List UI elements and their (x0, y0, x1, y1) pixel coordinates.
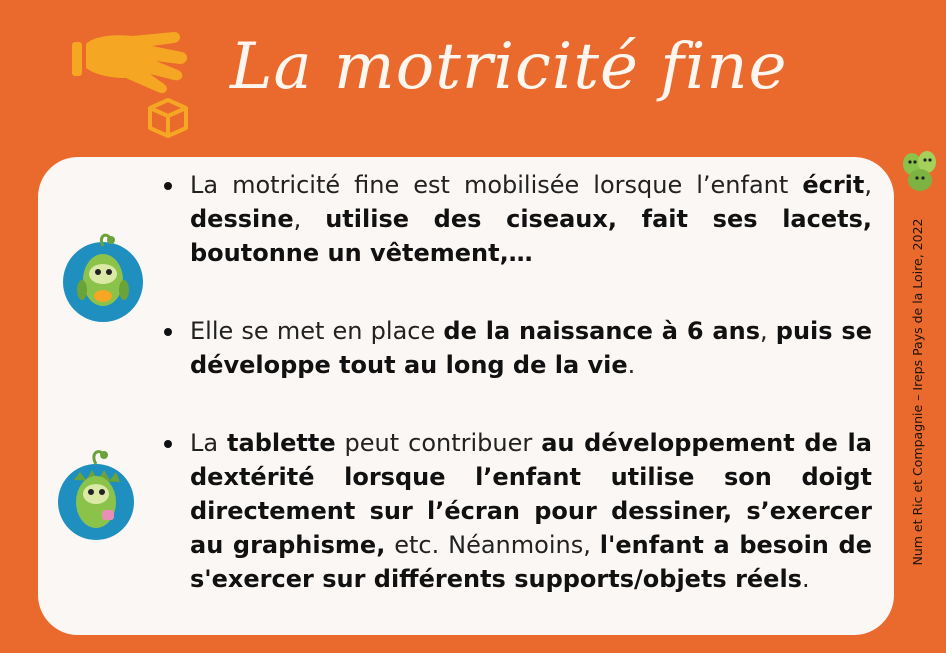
bold-text: utilise des ciseaux, fait ses lacets, boutonne un vêtement,… (190, 205, 872, 267)
regular-text: , (293, 205, 326, 233)
bold-text: écrit (802, 171, 865, 199)
regular-text: . (801, 565, 810, 593)
bold-text: puis se développe tout au long de la vie (190, 317, 872, 379)
bold-text: l'enfant a besoin de s'exercer sur différents supports/objets réels (190, 531, 872, 593)
regular-text: La motricité fine est mobilisée lorsque l’enfant (190, 171, 803, 199)
bullet-text (190, 429, 872, 593)
regular-text: , (864, 171, 872, 199)
regular-text: , (760, 317, 776, 345)
mascot-group-logo (900, 150, 940, 192)
regular-text: La (190, 429, 228, 457)
bullet-item (160, 168, 872, 270)
bold-text: tablette (227, 429, 336, 457)
bold-text: dessine (190, 205, 294, 233)
bold-text: au développement de la dextérité lorsque l’enfant utilise son doigt directement sur l’écran pour dessiner, s’exercer au graphisme, (190, 429, 872, 559)
regular-text: Elle se met en place (190, 317, 444, 345)
bullet-item (160, 426, 872, 596)
credit-text: Num et Ric et Compagnie – Ireps Pays de la Loire, 2022 (910, 218, 925, 566)
bullet-item (160, 314, 872, 382)
bold-text: de la naissance à 6 ans (443, 317, 760, 345)
regular-text: etc. Néanmoins, (385, 531, 600, 559)
regular-text: peut contribuer (335, 429, 542, 457)
bullet-text (190, 171, 872, 267)
hand-picking-cube-icon (70, 28, 200, 138)
page-title: La motricité fine (230, 30, 788, 104)
regular-text: . (627, 351, 636, 379)
bullet-list (160, 168, 872, 596)
mascot-avatar (56, 446, 136, 542)
bullet-text (190, 317, 872, 379)
mascot-avatar (60, 232, 146, 324)
